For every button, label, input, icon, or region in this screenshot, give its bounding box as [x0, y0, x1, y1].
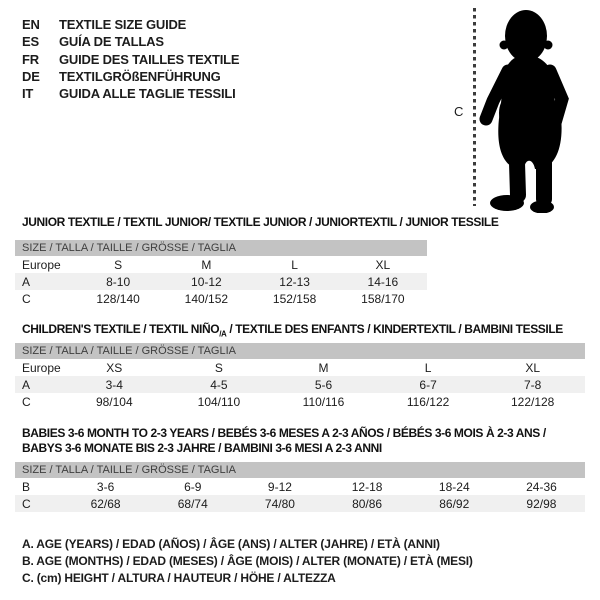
language-title-list: [22, 16, 239, 102]
language-title: GUÍA DE TALLAS: [59, 34, 164, 50]
babies-table: [15, 462, 585, 512]
cell: L: [424, 360, 432, 375]
cell: 3-6: [96, 479, 115, 494]
table-row-age-months: [15, 478, 585, 495]
row-label: Europe: [22, 257, 61, 272]
row-label: Europe: [22, 360, 61, 375]
cell: 12-18: [351, 479, 383, 494]
language-row-it: [22, 85, 239, 102]
cell: 158/170: [361, 291, 405, 306]
row-label: B: [22, 479, 31, 494]
table-row-europe: [15, 256, 427, 273]
cell: 4-5: [210, 377, 228, 392]
cell: 3-4: [105, 377, 123, 392]
language-row-en: [22, 16, 239, 33]
row-label: A: [22, 377, 31, 392]
row-label: C: [22, 291, 31, 306]
cell: 68/74: [177, 496, 208, 511]
children-title-rest: / TEXTILE DES ENFANTS / KINDERTEXTIL / BAMBINI TESSILE: [226, 322, 563, 336]
cell: S: [114, 257, 123, 272]
language-code: IT: [22, 86, 34, 102]
table-row-europe: [15, 359, 585, 376]
cell: 92/98: [526, 496, 557, 511]
cell: 140/152: [184, 291, 229, 306]
cell: 8-10: [106, 274, 131, 289]
language-title: GUIDE DES TAILLES TEXTILE: [59, 51, 240, 67]
cell: 104/110: [197, 394, 241, 409]
language-row-fr: [22, 51, 239, 68]
cell: XL: [525, 360, 541, 375]
language-code: ES: [22, 34, 39, 50]
cell: L: [291, 257, 298, 272]
cell: 116/122: [406, 394, 450, 409]
junior-size-header: SIZE / TALLA / TAILLE / GRÖSSE / TAGLIA: [15, 240, 427, 256]
cell: XL: [375, 257, 391, 272]
cell: 128/140: [96, 291, 140, 306]
language-title: TEXTILGRÖßENFÜHRUNG: [59, 69, 221, 85]
children-title-main: CHILDREN'S TEXTILE / TEXTIL NIÑO: [22, 322, 220, 336]
cell: 7-8: [524, 377, 542, 392]
cell: 122/128: [510, 394, 555, 409]
cell: 14-16: [367, 274, 399, 289]
table-row-height: [15, 393, 585, 410]
table-row-height: [15, 495, 585, 512]
cell: 18-24: [438, 479, 470, 494]
children-size-header: SIZE / TALLA / TAILLE / GRÖSSE / TAGLIA: [15, 343, 585, 359]
footnote-c: C. (cm) HEIGHT / ALTURA / HAUTEUR / HÖHE / ALTEZZA: [22, 570, 336, 585]
row-label: A: [22, 274, 31, 289]
height-measure-dashed-line: [473, 8, 476, 206]
footnote-a: A. AGE (YEARS) / EDAD (AÑOS) / ÂGE (ANS) / ALTER (JAHRE) / ETÀ (ANNI): [22, 537, 440, 551]
row-label: C: [22, 496, 31, 511]
babies-size-header: SIZE / TALLA / TAILLE / GRÖSSE / TAGLIA: [15, 462, 585, 478]
table-row-height: [15, 290, 427, 307]
height-label-c: C: [454, 104, 464, 119]
babies-table-title-line1: BABIES 3-6 MONTH TO 2-3 YEARS / BEBÉS 3-6 MESES A 2-3 AÑOS / BÉBÉS 3-6 MOIS À 2-3 ANS /: [22, 426, 546, 440]
cell: 74/80: [264, 496, 295, 511]
cell: 24-36: [526, 479, 557, 494]
table-row-age: [15, 273, 427, 290]
cell: 62/68: [90, 496, 121, 511]
footnote-list: [22, 537, 473, 587]
cell: 12-13: [279, 274, 310, 289]
children-table-title: [22, 322, 563, 338]
cell: M: [318, 360, 329, 375]
row-label: C: [22, 394, 31, 409]
children-table: [15, 343, 585, 410]
language-title: TEXTILE SIZE GUIDE: [59, 17, 187, 33]
language-row-es: [22, 33, 239, 50]
cell: 6-9: [184, 479, 202, 494]
cell: S: [214, 360, 223, 375]
children-title-sub: /A: [219, 329, 227, 339]
language-row-de: [22, 68, 239, 85]
language-title: GUIDA ALLE TAGLIE TESSILI: [59, 86, 236, 102]
table-row-age: [15, 376, 585, 393]
cell: 9-12: [267, 479, 292, 494]
cell: 110/116: [302, 394, 345, 409]
cell: 80/86: [352, 496, 383, 511]
footnote-b: B. AGE (MONTHS) / EDAD (MESES) / ÂGE (MOIS) / ALTER (MONATE) / ETÀ (MESI): [22, 553, 473, 568]
cell: 5-6: [314, 377, 333, 392]
cell: 10-12: [191, 274, 222, 289]
cell: XS: [106, 360, 123, 375]
language-code: FR: [22, 51, 39, 67]
cell: M: [201, 257, 212, 272]
cell: 6-7: [419, 377, 437, 392]
language-code: DE: [22, 69, 40, 85]
baby-silhouette-icon: [478, 5, 578, 213]
junior-table: [15, 240, 427, 307]
cell: 152/158: [272, 291, 317, 306]
language-code: EN: [22, 17, 40, 33]
cell: 86/92: [439, 496, 470, 511]
junior-table-title: JUNIOR TEXTILE / TEXTIL JUNIOR/ TEXTILE JUNIOR / JUNIORTEXTIL / JUNIOR TESSILE: [22, 215, 499, 229]
babies-table-title-line2: BABYS 3-6 MONATE BIS 2-3 JAHRE / BAMBINI 3-6 MESI A 2-3 ANNI: [22, 441, 382, 455]
cell: 98/104: [95, 394, 133, 409]
